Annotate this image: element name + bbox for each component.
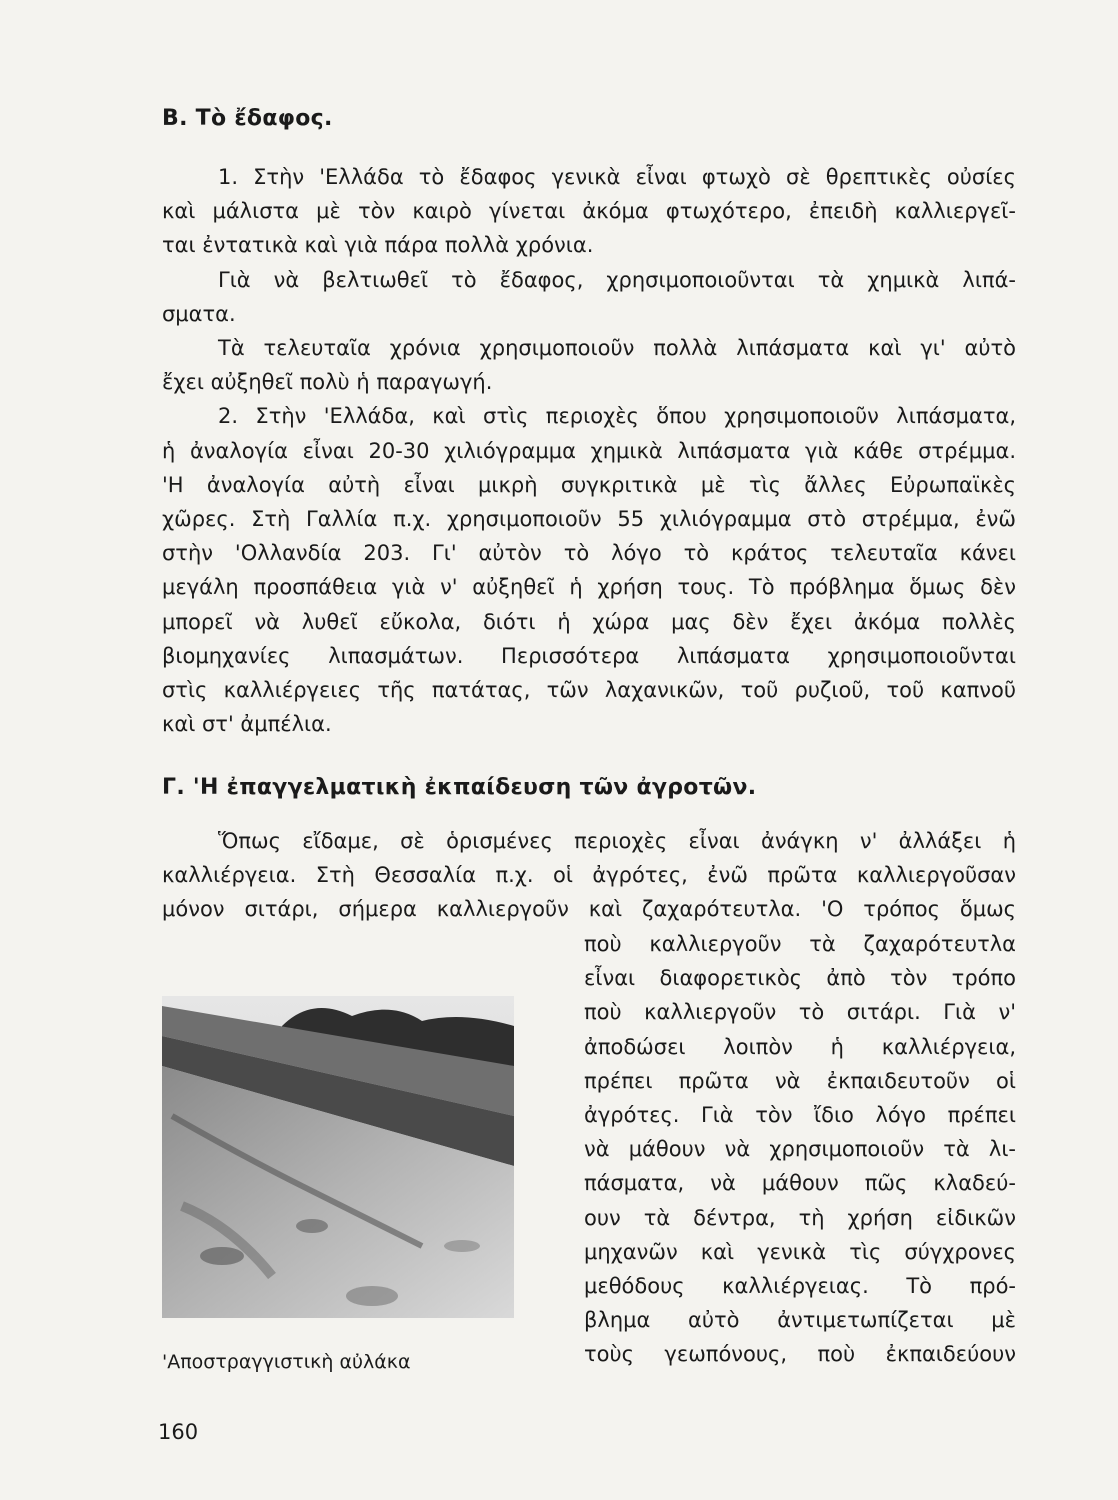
photo-caption: 'Αποστραγγιστικὴ αὐλάκα (162, 1351, 411, 1373)
section-c-body (162, 824, 1016, 927)
text-line: ἀγρότες. Γιὰ τὸν ἴδιο λόγο πρέπει (584, 1103, 1016, 1128)
text-line: ται ἐντατικὰ καὶ γιὰ πάρα πολλὰ χρόνια. (162, 233, 594, 258)
text-line: καὶ μάλιστα μὲ τὸν καιρὸ γίνεται ἀκόμα φτωχότερο, ἐπειδὴ καλλιεργεῖ- (162, 199, 1016, 224)
text-line: στὴν 'Ολλανδία 203. Γι' αὐτὸν τὸ λόγο τὸ κράτος τελευταῖα κάνει (162, 541, 1016, 566)
text-line: πάσματα, νὰ μάθουν πῶς κλαδεύ- (584, 1171, 1016, 1196)
text-line: Ὅπως εἴδαμε, σὲ ὁρισμένες περιοχὲς εἶναι ἀνάγκη ν' ἀλλάξει ἡ (218, 829, 1016, 853)
text-line: μεγάλη προσπάθεια γιὰ ν' αὐξηθεῖ ἡ χρήση τους. Τὸ πρόβλημα ὅμως δὲν (162, 575, 1016, 600)
text-line: νὰ μάθουν νὰ χρησιμοποιοῦν τὰ λι- (584, 1137, 1016, 1162)
text-line: ἡ ἀναλογία εἶναι 20-30 χιλιόγραμμα χημικὰ λιπάσματα γιὰ κάθε στρέμμα. (162, 438, 1016, 463)
text-line: στὶς καλλιέργειες τῆς πατάτας, τῶν λαχανικῶν, τοῦ ρυζιοῦ, τοῦ καπνοῦ (162, 678, 1016, 703)
drainage-ditch-photo (162, 996, 514, 1318)
text-line: βιομηχανίες λιπασμάτων. Περισσότερα λιπάσματα χρησιμοποιοῦνται (162, 643, 1016, 668)
section-c-heading: Γ. 'Η ἐπαγγελματικὴ ἐκπαίδευση τῶν ἀγροτῶν. (162, 775, 757, 800)
text-line: πρέπει πρῶτα νὰ ἐκπαιδευτοῦν οἱ (584, 1068, 1016, 1093)
text-line: μπορεῖ νὰ λυθεῖ εὔκολα, διότι ἡ χώρα μας δὲν ἔχει ἀκόμα πολλὲς (162, 609, 1016, 634)
text-line: τοὺς γεωπόνους, ποὺ ἐκπαιδεύουν (584, 1342, 1016, 1367)
text-line: ἔχει αὐξηθεῖ πολὺ ἡ παραγωγή. (162, 370, 493, 395)
text-line: 2. Στὴν 'Ελλάδα, καὶ στὶς περιοχὲς ὅπου χρησιμοποιοῦν λιπάσματα, (218, 404, 1016, 429)
section-c-column (584, 927, 1016, 1372)
text-line: σματα. (162, 301, 236, 326)
text-line: 'Η ἀναλογία αὐτὴ εἶναι μικρὴ συγκριτικὰ μὲ τὶς ἄλλες Εὐρωπαϊκὲς (162, 472, 1016, 497)
text-line: ουν τὰ δέντρα, τὴ χρήση εἰδικῶν (584, 1205, 1016, 1230)
text-line: μόνον σιτάρι, σήμερα καλλιεργοῦν καὶ ζαχαρότευτλα. 'Ο τρόπος ὅμως (162, 897, 1016, 922)
section-b-heading: Β. Τὸ ἔδαφος. (162, 106, 333, 131)
text-line: μεθόδους καλλιέργειας. Τὸ πρό- (584, 1274, 1016, 1299)
text-line: Γιὰ νὰ βελτιωθεῖ τὸ ἔδαφος, χρησιμοποιοῦνται τὰ χημικὰ λιπά- (218, 267, 1016, 292)
photo-illustration (162, 996, 514, 1318)
text-line: καὶ στ' ἀμπέλια. (162, 712, 332, 737)
text-line: ἀποδώσει λοιπὸν ἡ καλλιέργεια, (584, 1034, 1016, 1059)
clod (200, 1247, 244, 1265)
page-number: 160 (158, 1420, 199, 1444)
clod (346, 1286, 398, 1306)
text-line: Τὰ τελευταῖα χρόνια χρησιμοποιοῦν πολλὰ λιπάσματα καὶ γι' αὐτὸ (218, 336, 1016, 361)
text-line: ποὺ καλλιεργοῦν τὰ ζαχαρότευτλα (584, 932, 1016, 956)
section-b-body (162, 160, 1016, 741)
clod (296, 1219, 328, 1233)
text-line: χῶρες. Στὴ Γαλλία π.χ. χρησιμοποιοῦν 55 χιλιόγραμμα στὸ στρέμμα, ἐνῶ (162, 507, 1016, 532)
clod (444, 1240, 480, 1252)
text-line: μηχανῶν καὶ γενικὰ τὶς σύγχρονες (584, 1239, 1016, 1264)
text-line: βλημα αὐτὸ ἀντιμετωπίζεται μὲ (584, 1308, 1016, 1333)
text-line: εἶναι διαφορετικὸς ἀπὸ τὸν τρόπο (584, 966, 1016, 991)
text-line: ποὺ καλλιεργοῦν τὸ σιτάρι. Γιὰ ν' (584, 1000, 1016, 1025)
text-line: καλλιέργεια. Στὴ Θεσσαλία π.χ. οἱ ἀγρότες, ἐνῶ πρῶτα καλλιεργοῦσαν (162, 863, 1016, 888)
text-line: 1. Στὴν 'Ελλάδα τὸ ἔδαφος γενικὰ εἶναι φτωχὸ σὲ θρεπτικὲς οὐσίες (218, 165, 1016, 189)
